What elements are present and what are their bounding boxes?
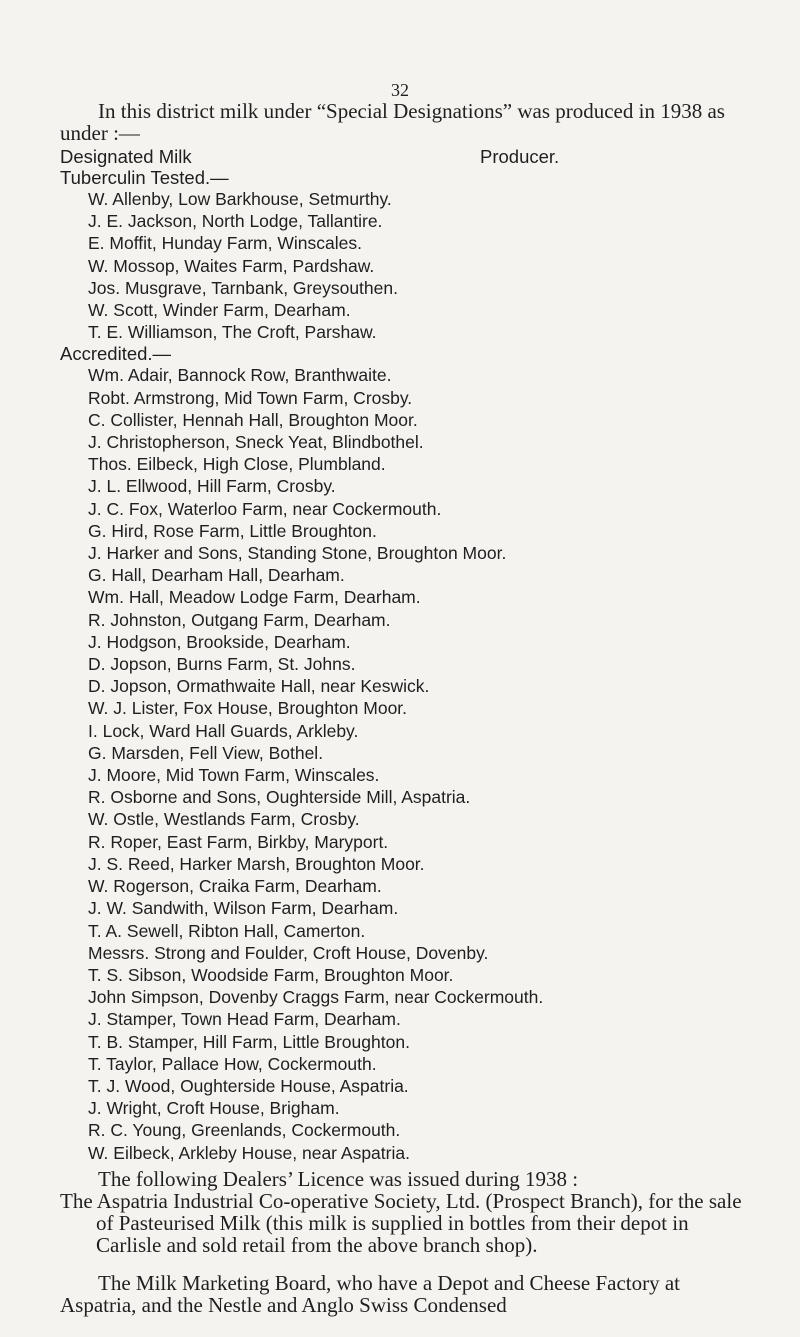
tuberculin-tested-list <box>60 188 750 343</box>
producer-entry: John Simpson, Dovenby Craggs Farm, near Cockermouth. <box>88 987 544 1008</box>
producer-entry: T. J. Wood, Oughterside House, Aspatria. <box>88 1075 409 1096</box>
producer-entry: Messrs. Strong and Foulder, Croft House, Dovenby. <box>88 942 489 963</box>
producer-entry: Wm. Adair, Bannock Row, Branthwaite. <box>88 365 392 386</box>
producer-entry: E. Moffit, Hunday Farm, Winscales. <box>88 233 362 254</box>
designated-milk-heading: Designated Milk <box>60 146 192 167</box>
dealers-licence-paragraph: The Aspatria Industrial Co-operative Society, Ltd. (Prospect Branch), for the sale of Pasteurised Milk (this milk is supplied in bottles from their depot in Carlisle and sold retail from the above branch shop). <box>60 1188 742 1257</box>
producer-entry: T. S. Sibson, Woodside Farm, Broughton Moor. <box>88 964 454 985</box>
producer-entry: T. B. Stamper, Hill Farm, Little Broughton. <box>88 1031 410 1052</box>
producer-entry: Wm. Hall, Meadow Lodge Farm, Dearham. <box>88 587 421 608</box>
producer-entry: T. E. Williamson, The Croft, Parshaw. <box>88 322 377 343</box>
intro-paragraph: In this district milk under “Special Designations” was produced in 1938 as under :— <box>60 99 725 145</box>
producer-entry: G. Hall, Dearham Hall, Dearham. <box>88 565 345 586</box>
producer-entry: D. Jopson, Ormathwaite Hall, near Keswick. <box>88 676 430 697</box>
producer-entry: J. Stamper, Town Head Farm, Dearham. <box>88 1009 401 1030</box>
producer-entry: W. Mossop, Waites Farm, Pardshaw. <box>88 255 375 276</box>
producer-entry: J. Moore, Mid Town Farm, Winscales. <box>88 765 380 786</box>
tuberculin-tested-heading: Tuberculin Tested.— <box>60 167 229 188</box>
producer-entry: W. Ostle, Westlands Farm, Crosby. <box>88 809 360 830</box>
column-headings <box>60 146 750 167</box>
producer-entry: G. Marsden, Fell View, Bothel. <box>88 742 324 763</box>
producer-entry: J. W. Sandwith, Wilson Farm, Dearham. <box>88 898 399 919</box>
producer-entry: W. Eilbeck, Arkleby House, near Aspatria. <box>88 1142 410 1163</box>
producer-entry: D. Jopson, Burns Farm, St. Johns. <box>88 654 356 675</box>
producer-entry: Robt. Armstrong, Mid Town Farm, Crosby. <box>88 387 413 408</box>
accredited-list <box>60 364 750 1163</box>
accredited-heading: Accredited.— <box>60 343 172 365</box>
dealers-intro: The following Dealers’ Licence was issued during 1938 : <box>98 1166 579 1191</box>
producer-entry: C. Collister, Hennah Hall, Broughton Moor. <box>88 409 418 430</box>
producer-entry: G. Hird, Rose Farm, Little Broughton. <box>88 520 377 541</box>
producer-entry: J. Hodgson, Brookside, Dearham. <box>88 631 351 652</box>
producer-entry: R. C. Young, Greenlands, Cockermouth. <box>88 1120 401 1141</box>
producer-entry: Thos. Eilbeck, High Close, Plumbland. <box>88 454 386 475</box>
producer-entry: J. Harker and Sons, Standing Stone, Broughton Moor. <box>88 543 507 564</box>
producer-entry: R. Roper, East Farm, Birkby, Maryport. <box>88 831 389 852</box>
producer-entry: Jos. Musgrave, Tarnbank, Greysouthen. <box>88 277 398 298</box>
producer-entry: W. Allenby, Low Barkhouse, Setmurthy. <box>88 189 392 209</box>
producer-entry: I. Lock, Ward Hall Guards, Arkleby. <box>88 720 359 741</box>
milk-board-paragraph: The Milk Marketing Board, who have a Depot and Cheese Factory at Aspatria, and the Nestle and Anglo Swiss Condensed <box>60 1270 681 1317</box>
producer-entry: W. Scott, Winder Farm, Dearham. <box>88 300 351 321</box>
producer-entry: J. C. Fox, Waterloo Farm, near Cockermouth. <box>88 498 442 519</box>
producer-entry: J. S. Reed, Harker Marsh, Broughton Moor. <box>88 853 425 874</box>
producer-heading: Producer. <box>480 146 560 167</box>
producer-entry: R. Johnston, Outgang Farm, Dearham. <box>88 609 391 630</box>
producer-entry: J. Christopherson, Sneck Yeat, Blindbothel. <box>88 432 424 453</box>
producer-entry: W. J. Lister, Fox House, Broughton Moor. <box>88 698 408 719</box>
document-body <box>60 100 750 1316</box>
producer-entry: T. Taylor, Pallace How, Cockermouth. <box>88 1053 377 1074</box>
producer-entry: R. Osborne and Sons, Oughterside Mill, Aspatria. <box>88 787 471 808</box>
producer-entry: J. E. Jackson, North Lodge, Tallantire. <box>88 211 383 232</box>
producer-entry: J. Wright, Croft House, Brigham. <box>88 1098 340 1119</box>
producer-entry: W. Rogerson, Craika Farm, Dearham. <box>88 876 382 897</box>
page-number: 32 <box>391 80 409 100</box>
producer-entry: T. A. Sewell, Ribton Hall, Camerton. <box>88 920 366 941</box>
producer-entry: J. L. Ellwood, Hill Farm, Crosby. <box>88 476 336 497</box>
